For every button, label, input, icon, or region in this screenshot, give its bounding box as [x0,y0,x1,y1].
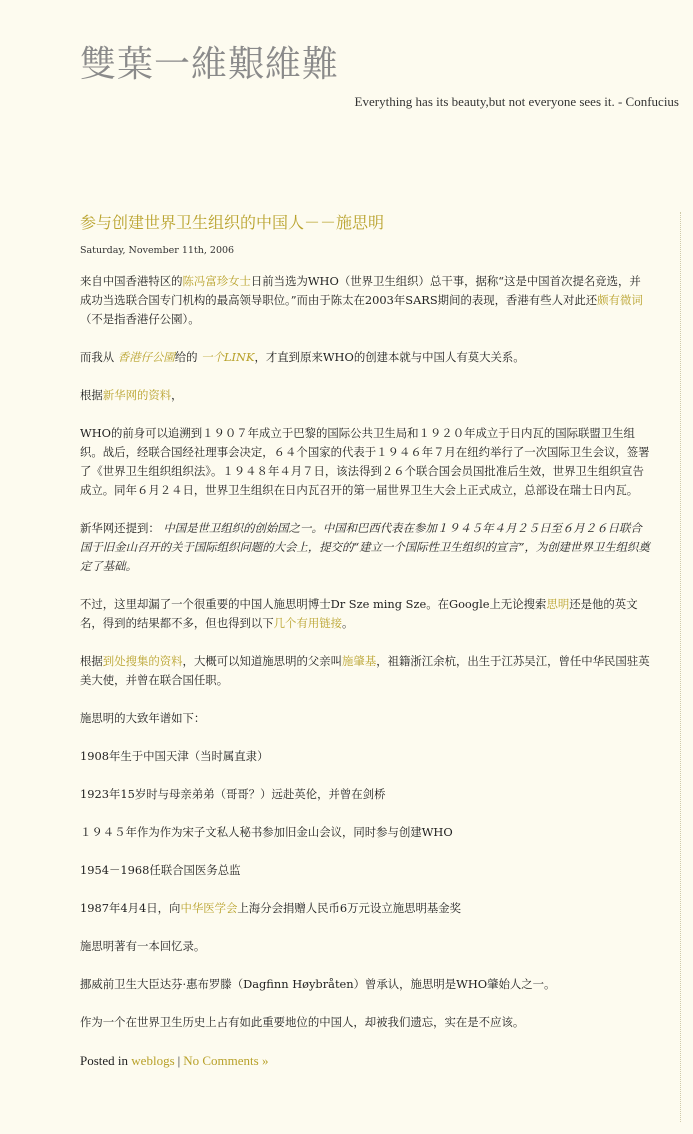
link-useful-links[interactable]: 几个有用链接 [273,616,343,630]
link-collected-materials[interactable]: 到处搜集的资料 [102,654,183,668]
site-tagline: Everything has its beauty,but not everyone sees it. - Confucius [354,94,679,109]
paragraph-13: 施思明著有一本回忆录。 [80,939,206,953]
text: ， [171,388,183,402]
link-a-link[interactable]: 一个LINK [201,350,255,364]
text: 而我从 [80,350,118,364]
text: 不过，这里却漏了一个很重要的中国人施思明博士Dr Sze ming Sze。在Google上无论搜索 [80,597,547,611]
paragraph-6 [80,652,652,690]
text: 来自中国香港特区的 [80,274,183,288]
paragraph-15: 作为一个在世界卫生历史上占有如此重要地位的中国人，却被我们遗忘，实在是不应该。 [80,1015,525,1029]
post-title[interactable]: 参与创建世界卫生组织的中国人－－施思明 [80,213,385,232]
link-aberdeen-park[interactable]: 香港仔公園 [117,350,175,364]
text: 新华网还提到： [80,521,164,535]
text: 上海分会捐赠人民币6万元设立施思明基金奖 [237,901,462,915]
paragraph-11: 1954－1968任联合国医务总监 [80,863,241,877]
post-date: Saturday, November 11th, 2006 [80,245,235,256]
post-footer [80,1051,652,1070]
text: 根据 [80,388,103,402]
text: 日前当选为WHO（世界卫生组织）总干事，据称“这是中国首次提名竞选，并成功当选联合国专门机构的最高领导职位。”而由于陈太在2003年SARS期间的表现，香港有些人对此还 [80,274,641,307]
text: 。 [342,616,354,630]
text: 1987年4月4日，向 [80,901,181,915]
text: （不是指香港仔公園）。 [80,312,200,326]
emphasized-quote: 中国是世卫组织的创始国之一。中国和巴西代表在参加１９４５年４月２５日至６月２６日联合国于旧金山召开的关于国际组织问题的大会上，提交的“建立一个国际性卫生组织的宣言”，为创建世界卫生组织奠定了基础。 [80,521,650,573]
paragraph-5 [80,595,652,633]
paragraph-12 [80,899,652,918]
site-title[interactable]: 雙葉一維艱維難 [80,44,340,85]
paragraph-14: 挪威前卫生大臣达芬·惠布罗滕（Dagfinn Høybråten）曾承认，施思明是WHO肇始人之一。 [80,977,556,991]
link-xinhua-source[interactable]: 新华网的资料 [102,388,172,402]
sidebar-divider [680,212,681,1122]
paragraph-8: 1908年生于中国天津（当时属直隶） [80,749,269,763]
post [80,212,652,1070]
category-link[interactable]: weblogs [131,1053,175,1068]
paragraph-4 [80,519,652,576]
text: ，才直到原来WHO的创建本就与中国人有莫大关系。 [254,350,525,364]
paragraph-2 [80,348,652,367]
text: 还是他的英文名，得到的结果都不多，但也得到以下 [80,597,638,630]
paragraph-3 [80,386,652,405]
posted-in-label: Posted in [80,1053,129,1068]
text: 给的 [174,350,202,364]
link-criticism[interactable]: 颇有微词 [597,293,643,307]
text: ，祖籍浙江余杭，出生于江苏吴江，曾任中华民国驻英美大使，并曾在联合国任职。 [80,654,650,687]
comments-link[interactable]: No Comments » [183,1053,269,1068]
link-chinese-medical-association[interactable]: 中华医学会 [180,901,238,915]
text: 根据 [80,654,103,668]
paragraph-9: 1923年15岁时与母亲弟弟（哥哥？）远赴英伦，并曾在剑桥 [80,787,386,801]
link-margaret-chan[interactable]: 陈冯富珍女士 [182,274,251,288]
text: ，大概可以知道施思明的父亲叫 [182,654,343,668]
paragraph-10: １９４５年作为作为宋子文私人秘书参加旧金山会议，同时参与创建WHO [80,825,453,839]
separator: | [177,1053,181,1068]
paragraph-7: 施思明的大致年谱如下： [80,711,206,725]
link-sze-sao-ke[interactable]: 施肇基 [342,654,377,668]
blockquote: WHO的前身可以追溯到１９０７年成立于巴黎的国际公共卫生局和１９２０年成立于日内瓦的国际联盟卫生组织。战后，经联合国经社理事会决定，６４个国家的代表于１９４６年７月在纽约举行了一次国际卫生会议，签署了《世界卫生组织组织法》。１９４８年４月７日，该法得到２６个联合国会员国批准后生效，世界卫生组织宣告成立。同年６月２４日，世界卫生组织在日内瓦召开的第一届世界卫生大会上正式成立，总部设在瑞士日内瓦。 [80,426,650,497]
link-search-siming[interactable]: 思明 [546,597,570,611]
paragraph-1 [80,272,652,329]
